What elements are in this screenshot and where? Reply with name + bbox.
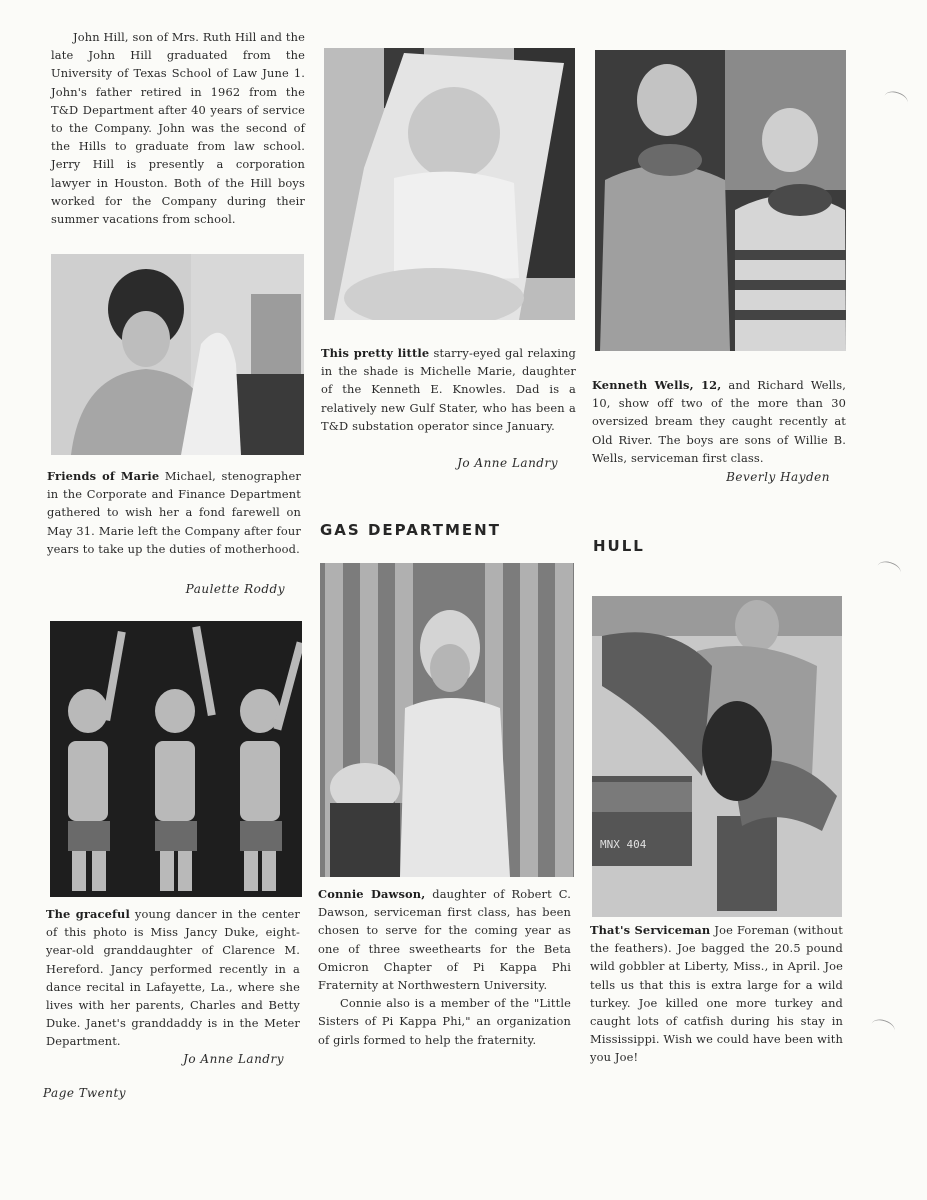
photo-joe-foreman [592, 596, 842, 917]
caption-lead: Connie Dawson, [318, 887, 426, 901]
photo-dancers [50, 621, 302, 897]
caption-lead: Friends of Marie [47, 469, 160, 483]
article-john-hill [51, 28, 305, 228]
binder-hole-mark [875, 559, 902, 581]
caption-body: young dancer in the center of this photo is Miss Jancy Duke, eight-year-old granddaughter of Clarence M. Hereford. Jancy performed recently in a dance recital in Lafayette, La., where she lives with her parents, Charles and Betty Duke. Janet's granddaddy is in the Meter Department. [46, 907, 300, 1049]
byline-jo-anne-landry: Jo Anne Landry [457, 456, 558, 470]
caption-body: Michael, stenographer in the Corporate and Finance Department gathered to wish her a fond farewell on May 31. Marie left the Company after four years to take up the duties of motherhood. [47, 469, 302, 556]
caption-body: daughter of Robert C. Dawson, serviceman first class, has been chosen to serve for the coming year as one of three sweethearts for the Beta Omicron Chapter of Pi Kappa Phi Fraternity at Northwestern University. [318, 887, 572, 993]
caption-body-2: Connie also is a member of the "Little Sisters of Pi Kappa Phi," an organization of girls formed to help the fraternity. [318, 996, 571, 1047]
caption-body: starry-eyed gal relaxing in the shade is Michelle Marie, daughter of the Kenneth E. Knowles. Dad is a relatively new Gulf Stater, who has been a T&D substation operator since January. [321, 346, 576, 433]
byline-beverly-hayden: Beverly Hayden [726, 470, 830, 484]
caption-wells-boys [592, 376, 846, 467]
photo-marie-michael [51, 254, 304, 455]
photo-connie-dawson [320, 563, 574, 877]
caption-lead: That's Serviceman [590, 923, 711, 937]
caption-joe-foreman [590, 921, 843, 1067]
caption-lead: Kenneth Wells, 12, [592, 378, 722, 392]
caption-jancy-duke [46, 905, 300, 1051]
binder-hole-mark [869, 1017, 896, 1039]
license-plate: MNX 404 [600, 838, 647, 851]
article-body: John Hill, son of Mrs. Ruth Hill and the late John Hill graduated from the University of Texas School of Law June 1. John's father retired in 1962 from the T&D Department after 40 years of service to the Company. John was the second of the Hills to graduate from law school. Jerry Hill is presently a corporation lawyer in Houston. Both of the Hill boys worked for the Company during their summer vacations from school. [51, 30, 305, 227]
byline-jo-anne-landry: Jo Anne Landry [183, 1052, 284, 1066]
page-number: Page Twenty [43, 1086, 127, 1100]
photo-wells-boys [595, 50, 846, 351]
caption-body: and Richard Wells, 10, show off two of the more than 30 oversized bream they caught recently at Old River. The boys are sons of Willie B. Wells, serviceman first class. [592, 378, 846, 465]
section-heading-hull: HULL [593, 537, 645, 555]
caption-michelle-marie [321, 344, 576, 435]
photo-michelle-marie [324, 48, 575, 320]
caption-marie-michael [47, 467, 301, 558]
binder-hole-mark [882, 89, 909, 111]
caption-connie-dawson [318, 885, 571, 1049]
section-heading-gas-department: GAS DEPARTMENT [320, 521, 501, 539]
byline-paulette-roddy: Paulette Roddy [185, 582, 285, 596]
caption-body: Joe Foreman (without the feathers). Joe bagged the 20.5 pound wild gobbler at Liberty, Miss., in April. Joe tells us that this is extra large for a wild turkey. Joe killed one more turkey and caught lots of catfish during his stay in Mississippi. Wish we could have been with you Joe! [590, 923, 843, 1065]
caption-lead: This pretty little [321, 346, 430, 360]
caption-lead: The graceful [46, 907, 130, 921]
